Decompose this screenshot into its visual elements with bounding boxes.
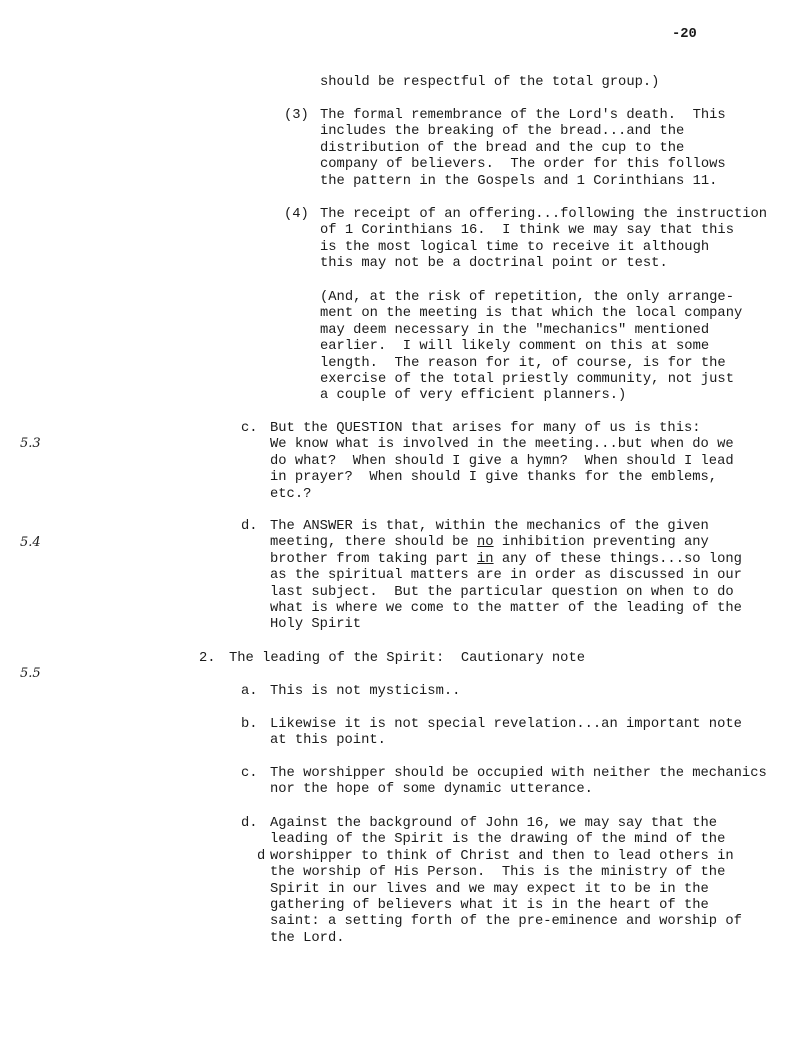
text-line: This is not mysticism.. bbox=[270, 684, 461, 699]
text-line: Likewise it is not special revelation...an important note bbox=[270, 717, 742, 732]
item-4-text bbox=[320, 207, 767, 273]
item-label: b. bbox=[241, 717, 258, 732]
text-line: ment on the meeting is that which the local company bbox=[320, 306, 743, 322]
item-c2-text bbox=[270, 766, 767, 799]
text-line: may deem necessary in the "mechanics" mentioned bbox=[320, 322, 710, 338]
item-label: c. bbox=[241, 421, 258, 436]
item-label: (3) bbox=[284, 108, 309, 123]
continuation-line: should be respectful of the total group.) bbox=[320, 75, 660, 90]
text-line: in prayer? When should I give thanks for the emblems, bbox=[270, 470, 718, 486]
text-line: includes the breaking of the bread...and the bbox=[320, 124, 685, 140]
text-line: But the QUESTION that arises for many of us is this: bbox=[270, 421, 701, 436]
text-line: as the spiritual matters are in order as discussed in our bbox=[270, 568, 742, 584]
text-line: distribution of the bread and the cup to the bbox=[320, 140, 685, 156]
item-4-note bbox=[320, 290, 742, 405]
text-line: Against the background of John 16, we may say that the bbox=[270, 816, 718, 831]
item-3-text bbox=[320, 108, 726, 190]
text-line: The receipt of an offering...following the instruction bbox=[320, 207, 768, 222]
text-line: saint: a setting forth of the pre-eminence and worship of bbox=[270, 914, 742, 930]
item-label: d. bbox=[241, 816, 258, 831]
item-label: d. bbox=[241, 519, 258, 534]
text-line: earlier. I will likely comment on this at some bbox=[320, 339, 710, 355]
text-line: nor the hope of some dynamic utterance. bbox=[270, 782, 593, 798]
stray-mark: d bbox=[257, 849, 266, 864]
text-line: a couple of very efficient planners.) bbox=[320, 388, 627, 404]
margin-note: 5.4 bbox=[20, 535, 41, 550]
text-line: do what? When should I give a hymn? When should I lead bbox=[270, 453, 734, 469]
text-line: The worshipper should be occupied with neither the mechanics bbox=[270, 766, 767, 781]
text-line: The formal remembrance of the Lord's death. This bbox=[320, 108, 726, 123]
item-label: c. bbox=[241, 766, 258, 781]
text-line: the Lord. bbox=[270, 930, 345, 946]
text-line: We know what is involved in the meeting...but when do we bbox=[270, 437, 734, 453]
text-line: brother from taking part in any of these things...so long bbox=[270, 551, 742, 567]
item-label: (4) bbox=[284, 207, 309, 222]
text-line: of 1 Corinthians 16. I think we may say that this bbox=[320, 223, 734, 239]
section-label: 2. bbox=[199, 651, 216, 666]
text-line: Holy Spirit bbox=[270, 617, 362, 633]
text-line: leading of the Spirit is the drawing of the mind of the bbox=[270, 832, 726, 848]
text-line: this may not be a doctrinal point or test. bbox=[320, 256, 668, 272]
margin-note: 5.3 bbox=[20, 436, 41, 451]
margin-note: 5.5 bbox=[20, 666, 41, 681]
text-line: what is where we come to the matter of the leading of the bbox=[270, 601, 742, 617]
emphasis-no: no bbox=[477, 535, 494, 551]
text-line: worshipper to think of Christ and then to lead others in bbox=[270, 848, 734, 864]
item-d2-text bbox=[270, 816, 742, 947]
text-line: is the most logical time to receive it although bbox=[320, 239, 710, 255]
text-line: last subject. But the particular question on when to do bbox=[270, 584, 734, 600]
item-d-text bbox=[270, 519, 742, 634]
text-line: length. The reason for it, of course, is for the bbox=[320, 355, 726, 371]
text-line: the pattern in the Gospels and 1 Corinthians 11. bbox=[320, 173, 718, 189]
section-title: The leading of the Spirit: Cautionary note bbox=[229, 651, 586, 666]
item-b-text bbox=[270, 717, 742, 750]
text-line: company of believers. The order for this follows bbox=[320, 157, 726, 173]
item-label: a. bbox=[241, 684, 258, 699]
text-line: gathering of believers what it is in the heart of the bbox=[270, 898, 709, 914]
text-line: etc.? bbox=[270, 486, 312, 502]
text-line: Spirit in our lives and we may expect it to be in the bbox=[270, 881, 709, 897]
text-line: meeting, there should be no inhibition preventing any bbox=[270, 535, 709, 551]
text-line: The ANSWER is that, within the mechanics of the given bbox=[270, 519, 709, 534]
item-c-text bbox=[270, 421, 734, 503]
text-line: (And, at the risk of repetition, the only arrange- bbox=[320, 290, 734, 305]
page-number: -20 bbox=[672, 27, 697, 42]
text-line: the worship of His Person. This is the ministry of the bbox=[270, 865, 726, 881]
text-line: at this point. bbox=[270, 733, 386, 749]
emphasis-in: in bbox=[477, 551, 494, 567]
text-line: exercise of the total priestly community, not just bbox=[320, 372, 734, 388]
